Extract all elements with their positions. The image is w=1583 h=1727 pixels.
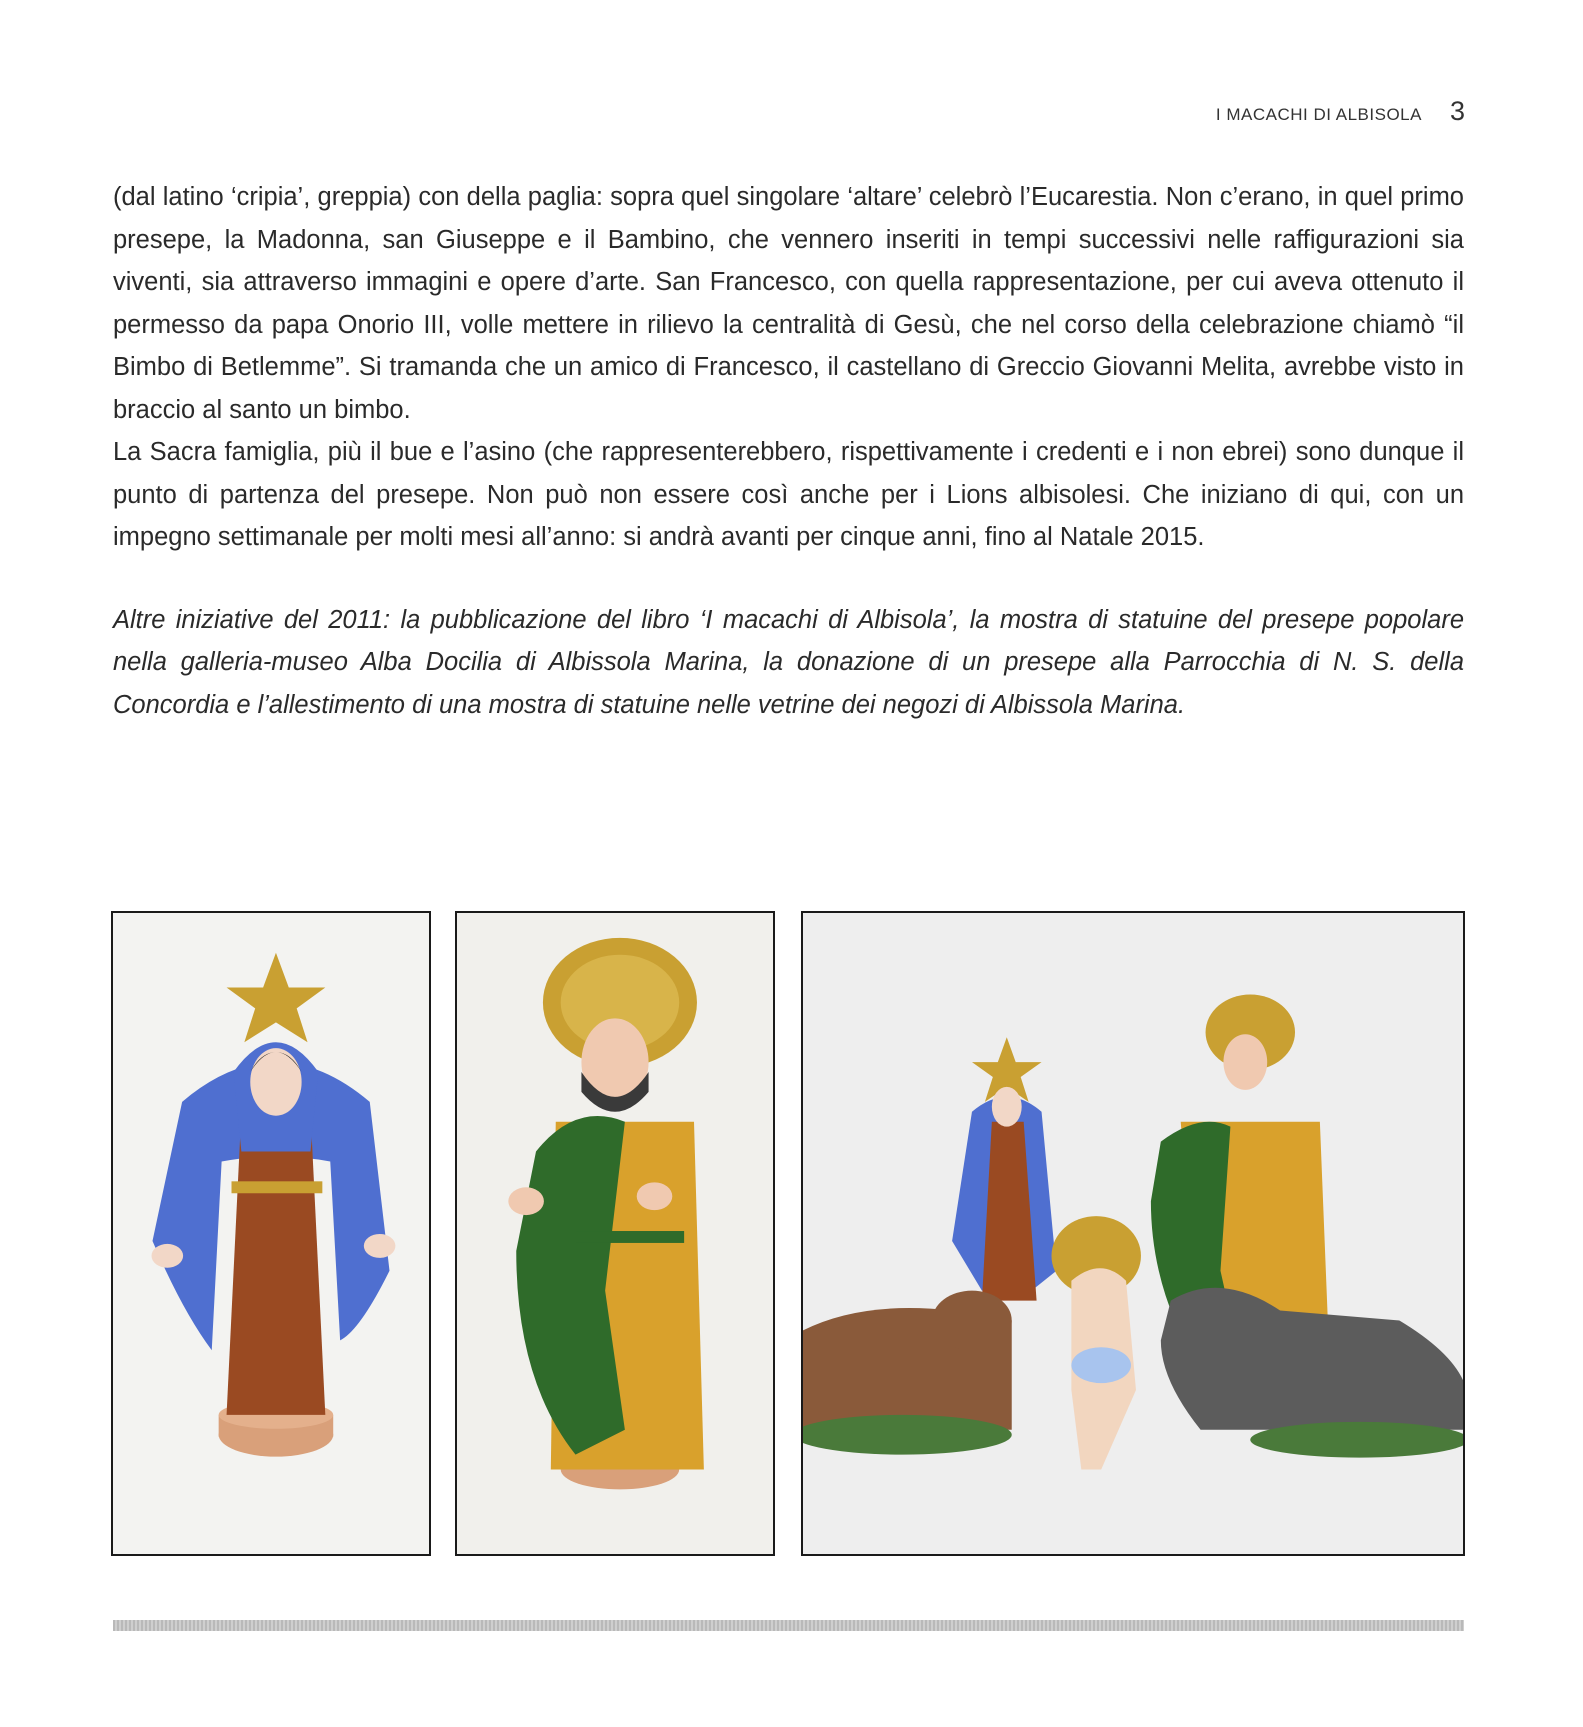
- note-italic: Altre iniziative del 2011: la pubblicazione del libro ‘I macachi di Albisola’, la mostra di statuine del presepe popolare nella galleria-museo Alba Docilia di Albissola Marina, la donazione di un presepe alla Parrocchia di N. S. della Concordia e l’allestimento di una mostra di statuine nelle vetrine dei negozi di Albissola Marina.: [113, 605, 1464, 719]
- photo-nativity-group: [801, 911, 1465, 1556]
- paragraph-1: (dal latino ‘cripia’, greppia) con della paglia: sopra quel singolare ‘altare’ celebrò l’Eucarestia. Non c’erano, in quel primo presepe, la Madonna, san Giuseppe e il Bambino, che vennero inseriti in tempi successivi nelle raffigurazioni sia viventi, sia attraverso immagini e opere d’arte. San Francesco, con quella rappresentazione, per cui aveva ottenuto il permesso da papa Onorio III, volle mettere in rilievo la centralità di Gesù, che nel corso della celebrazione chiamò “il Bimbo di Betlemme”. Si tramanda che un amico di Francesco, il castellano di Greccio Giovanni Melita, avrebbe visto in braccio al santo un bimbo.: [113, 183, 1464, 424]
- photo-madonna-figurine: [111, 911, 431, 1556]
- nativity-group-illustration: [803, 913, 1463, 1554]
- page-number: 3: [1449, 96, 1465, 126]
- running-title: I MACACHI DI ALBISOLA: [1215, 105, 1422, 124]
- joseph-figurine-illustration: [457, 913, 773, 1554]
- paragraph-2: La Sacra famiglia, più il bue e l’asino (che rappresenterebbero, rispettivamente i credenti e i non ebrei) sono dunque il punto di partenza del presepe. Non può non essere così anche per i Lions albisolesi. Che iniziano di qui, con un impegno settimanale per molti mesi all’anno: si andrà avanti per cinque anni, fino al Natale 2015.: [113, 438, 1464, 551]
- body-text: [113, 176, 1464, 726]
- bottom-decorative-bar: [113, 1620, 1464, 1631]
- madonna-figurine-illustration: [113, 913, 429, 1554]
- running-head: [1216, 96, 1465, 127]
- photo-joseph-figurine: [455, 911, 775, 1556]
